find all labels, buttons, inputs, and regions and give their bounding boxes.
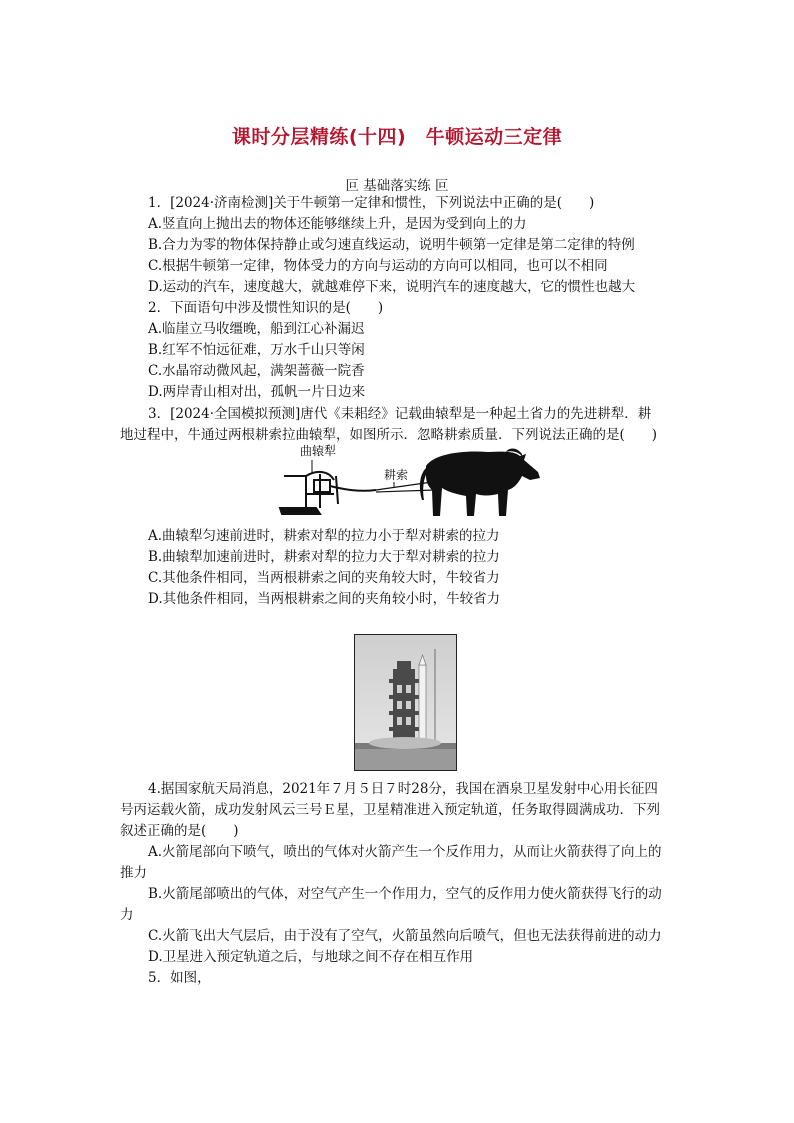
- q3-option-b: B.曲辕犁加速前进时，耕索对犁的拉力大于犁对耕索的拉力: [148, 549, 500, 565]
- q2-option-b: B.红军不怕远征难，万水千山只等闲: [148, 342, 365, 358]
- q2-stem: 2．下面语句中涉及惯性知识的是( ): [148, 300, 384, 316]
- page-title: 课时分层精练(十四) 牛顿运动三定律: [231, 126, 563, 148]
- q4-option-c: C.火箭飞出大气层后，由于没有了空气，火箭虽然向后喷气，但也无法获得前进的动力: [148, 928, 662, 944]
- q2-option-a: A.临崖立马收缰晚，船到江心补漏迟: [148, 321, 365, 337]
- ox-icon: [420, 449, 540, 517]
- q4-stem-line3: 叙述正确的是( ): [120, 823, 239, 839]
- q1-option-c: C.根据牛顿第一定律，物体受力的方向与运动的方向可以相同，也可以不相同: [148, 258, 608, 274]
- q4-option-b-line1: B.火箭尾部喷出的气体，对空气产生一个作用力，空气的反作用力使火箭获得飞行的动: [148, 886, 662, 902]
- q2-option-d: D.两岸青山相对出，孤帆一片日边来: [148, 384, 366, 400]
- q1-option-d: D.运动的汽车，速度越大，就越难停下来，说明汽车的速度越大，它的惯性也越大: [148, 279, 636, 295]
- q3-stem-line1: 3．[2024·全国模拟预测]唐代《耒耜经》记载曲辕犁是一种起土省力的先进耕犁．耕: [148, 406, 652, 422]
- plow-icon: [280, 472, 376, 514]
- q4-stem-line2: 号丙运载火箭，成功发射风云三号Ｅ星，卫星精准进入预定轨道，任务取得圆满成功．下列: [120, 802, 660, 818]
- rope-icon: [376, 482, 434, 492]
- fig-label-rope: 耕索: [384, 468, 409, 482]
- q3-stem-line2: 地过程中，牛通过两根耕索拉曲辕犁，如图所示．忽略耕索质量．下列说法正确的是( ): [120, 427, 658, 443]
- fig-label-plow: 曲辕犁: [300, 444, 337, 458]
- q4-option-d: D.卫星进入预定轨道之后，与地球之间不存在相互作用: [148, 949, 474, 965]
- rocket-launch-image: [355, 635, 456, 770]
- rocket-launch-photo: [354, 634, 457, 771]
- q3-option-d: D.其他条件相同，当两根耕索之间的夹角较小时，牛较省力: [148, 591, 501, 607]
- q4-option-a-line1: A.火箭尾部向下喷气，喷出的气体对火箭产生一个反作用力，从而让火箭获得了向上的: [148, 844, 662, 860]
- q1-stem: 1．[2024·济南检测]关于牛顿第一定律和惯性，下列说法中正确的是( ): [148, 195, 595, 211]
- q5-stem: 5．如图，: [148, 970, 211, 986]
- q2-option-c: C.水晶帘动微风起，满架蔷薇一院香: [148, 363, 365, 379]
- q4-option-b-line2: 力: [120, 907, 134, 923]
- q1-option-a: A.竖直向上抛出去的物体还能够继续上升，是因为受到向上的力: [148, 216, 527, 232]
- ox-plow-figure: [276, 446, 546, 522]
- section-heading: 叵 基础落实练 叵: [345, 178, 449, 194]
- q1-option-b: B.合力为零的物体保持静止或匀速直线运动，说明牛顿第一定律是第二定律的特例: [148, 237, 635, 253]
- q3-option-a: A.曲辕犁匀速前进时，耕索对犁的拉力小于犁对耕索的拉力: [148, 528, 500, 544]
- q4-option-a-line2: 推力: [120, 865, 147, 881]
- q4-stem-line1: 4.据国家航天局消息，2021年７月５日７时28分，我国在酒泉卫星发射中心用长征四: [148, 781, 658, 797]
- q3-option-c: C.其他条件相同，当两根耕索之间的夹角较大时，牛较省力: [148, 570, 500, 586]
